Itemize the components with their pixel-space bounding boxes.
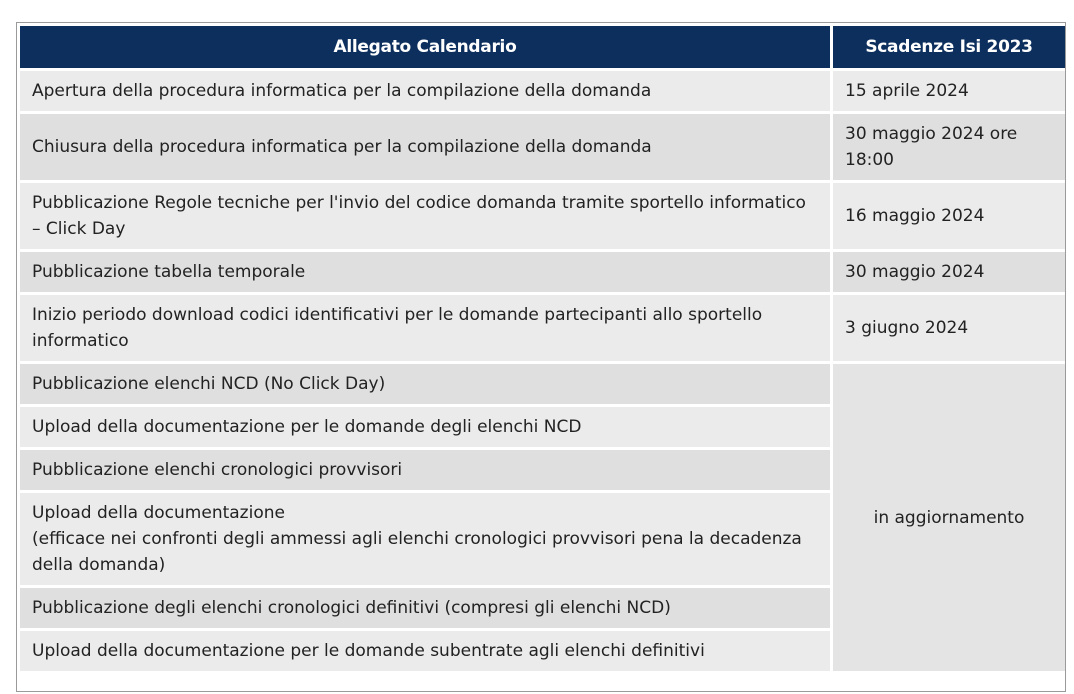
activity-cell: Pubblicazione elenchi cronologici provvisori <box>20 450 830 490</box>
date-cell: 30 maggio 2024 ore 18:00 <box>833 114 1065 180</box>
merged-date-cell: in aggiornamento <box>833 364 1065 671</box>
table-header-row <box>20 26 1065 68</box>
calendar-table-frame <box>16 22 1066 692</box>
table-row <box>20 252 1065 292</box>
activity-cell: Apertura della procedura informatica per la compilazione della domanda <box>20 71 830 111</box>
activity-cell: Upload della documentazione per le domande degli elenchi NCD <box>20 407 830 447</box>
table-row <box>20 71 1065 111</box>
activity-line-1: Upload della documentazione <box>32 503 285 523</box>
table-row <box>20 183 1065 249</box>
activity-cell: Chiusura della procedura informatica per la compilazione della domanda <box>20 114 830 180</box>
activity-cell: Inizio periodo download codici identificativi per le domande partecipanti allo sportello informatico <box>20 295 830 361</box>
header-scadenze: Scadenze Isi 2023 <box>833 26 1065 68</box>
table-row <box>20 364 1065 404</box>
date-cell: 30 maggio 2024 <box>833 252 1065 292</box>
activity-line-2: (efficace nei confronti degli ammessi agli elenchi cronologici provvisori pena la decadenza della domanda) <box>32 529 802 575</box>
date-cell: 16 maggio 2024 <box>833 183 1065 249</box>
table-row <box>20 114 1065 180</box>
activity-cell: Pubblicazione elenchi NCD (No Click Day) <box>20 364 830 404</box>
date-cell: 3 giugno 2024 <box>833 295 1065 361</box>
date-cell: 15 aprile 2024 <box>833 71 1065 111</box>
calendar-table <box>17 23 1068 674</box>
table-row <box>20 295 1065 361</box>
activity-cell: Pubblicazione Regole tecniche per l'invio del codice domanda tramite sportello informatico – Click Day <box>20 183 830 249</box>
activity-cell: Pubblicazione degli elenchi cronologici definitivi (compresi gli elenchi NCD) <box>20 588 830 628</box>
header-allegato-calendario: Allegato Calendario <box>20 26 830 68</box>
activity-cell: Upload della documentazione per le domande subentrate agli elenchi definitivi <box>20 631 830 671</box>
activity-cell: Pubblicazione tabella temporale <box>20 252 830 292</box>
activity-cell <box>20 493 830 585</box>
